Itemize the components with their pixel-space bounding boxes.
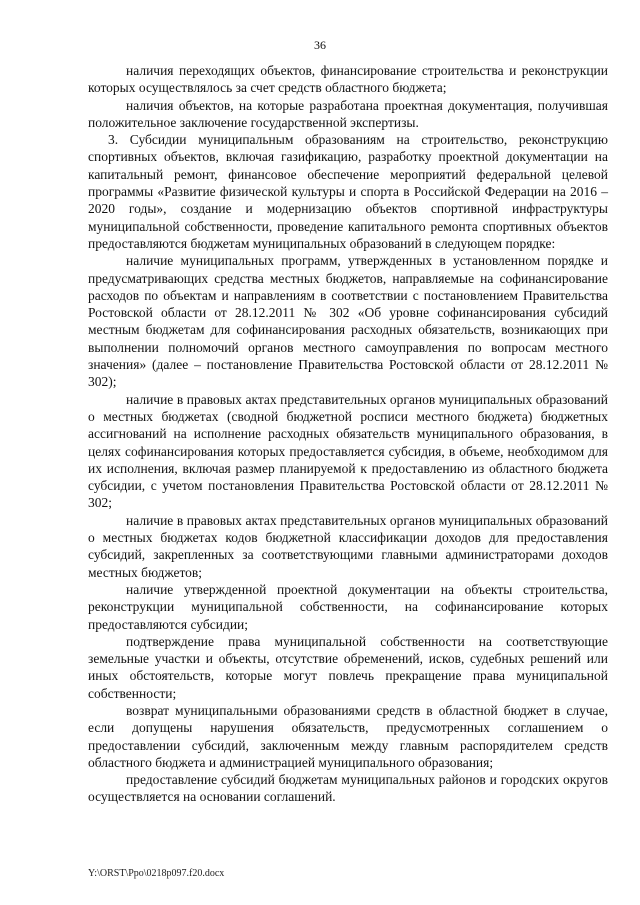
paragraph: наличия объектов, на которые разработана проектная документация, получившая положительное заключение государственной экспертизы.: [88, 97, 608, 130]
document-body: [88, 62, 608, 806]
paragraph: предоставление субсидий бюджетам муниципальных районов и городских округов осуществляется на основании соглашений.: [88, 772, 608, 805]
paragraph: наличие в правовых актах представительных органов муниципальных образований о местных бюджетах (сводной бюджетной росписи местного бюджета) бюджетных ассигнований на исполнение расходных обязательств муниципального образования, в целях софинансирования которых предоставляется субсидия, в объеме, необходимом для их исполнения, включая размер планируемой к предоставлению из областного бюджета субсидии, с учетом постановления Правительства Ростовской области от 28.12.2011 № 302;: [88, 391, 608, 511]
paragraph: наличие в правовых актах представительных органов муниципальных образований о местных бюджетах кодов бюджетной классификации доходов для предоставления субсидий, закрепленных за соответствующими главными администраторами доходов местных бюджетов;: [88, 512, 608, 580]
paragraph: наличие муниципальных программ, утвержденных в установленном порядке и предусматривающих средства местных бюджетов, направляемые на софинансирование расходов по объектам и направлениям в соответствии с постановлением Правительства Ростовской области от 28.12.2011 № 302 «Об уровне софинансирования субсидий местным бюджетам для софинансирования расходных обязательств, возникающих при выполнении полномочий органов местного самоуправления по вопросам местного значения» (далее – постановление Правительства Ростовской области от 28.12.2011 № 302);: [88, 253, 608, 390]
paragraph-section-3: 3. Субсидии муниципальным образованиям на строительство, реконструкцию спортивных объектов, включая газификацию, разработку проектной документации на капитальный ремонт, финансовое обеспечение мероприятий федеральной целевой программы «Развитие физической культуры и спорта в Российской Федерации на 2016 – 2020 годы», создание и модернизацию объектов спортивной инфраструктуры муниципальной собственности, проведение капитального ремонта спортивных объектов предоставляются бюджетам муниципальных образований в следующем порядке:: [88, 132, 608, 251]
paragraph: подтверждение права муниципальной собственности на соответствующие земельные участки и объекты, отсутствие обременений, исков, судебных решений или иных обстоятельств, которые могут повлечь прекращение права муниципальной собственности;: [88, 633, 608, 701]
paragraph: возврат муниципальными образованиями средств в областной бюджет в случае, если допущены нарушения обязательств, предусмотренных соглашением о предоставлении субсидий, заключенным между главным распорядителем средств областного бюджета и администрацией муниципального образования;: [88, 702, 608, 770]
footer-file-path: Y:\ORST\Ppo\0218p097.f20.docx: [88, 868, 225, 879]
paragraph: наличие утвержденной проектной документации на объекты строительства, реконструкции муниципальной собственности, на софинансирование которых предоставляются субсидии;: [88, 581, 608, 632]
paragraph: наличия переходящих объектов, финансирование строительства и реконструкции которых осуществлялось за счет средств областного бюджета;: [88, 63, 608, 96]
page-number: 36: [314, 38, 326, 52]
